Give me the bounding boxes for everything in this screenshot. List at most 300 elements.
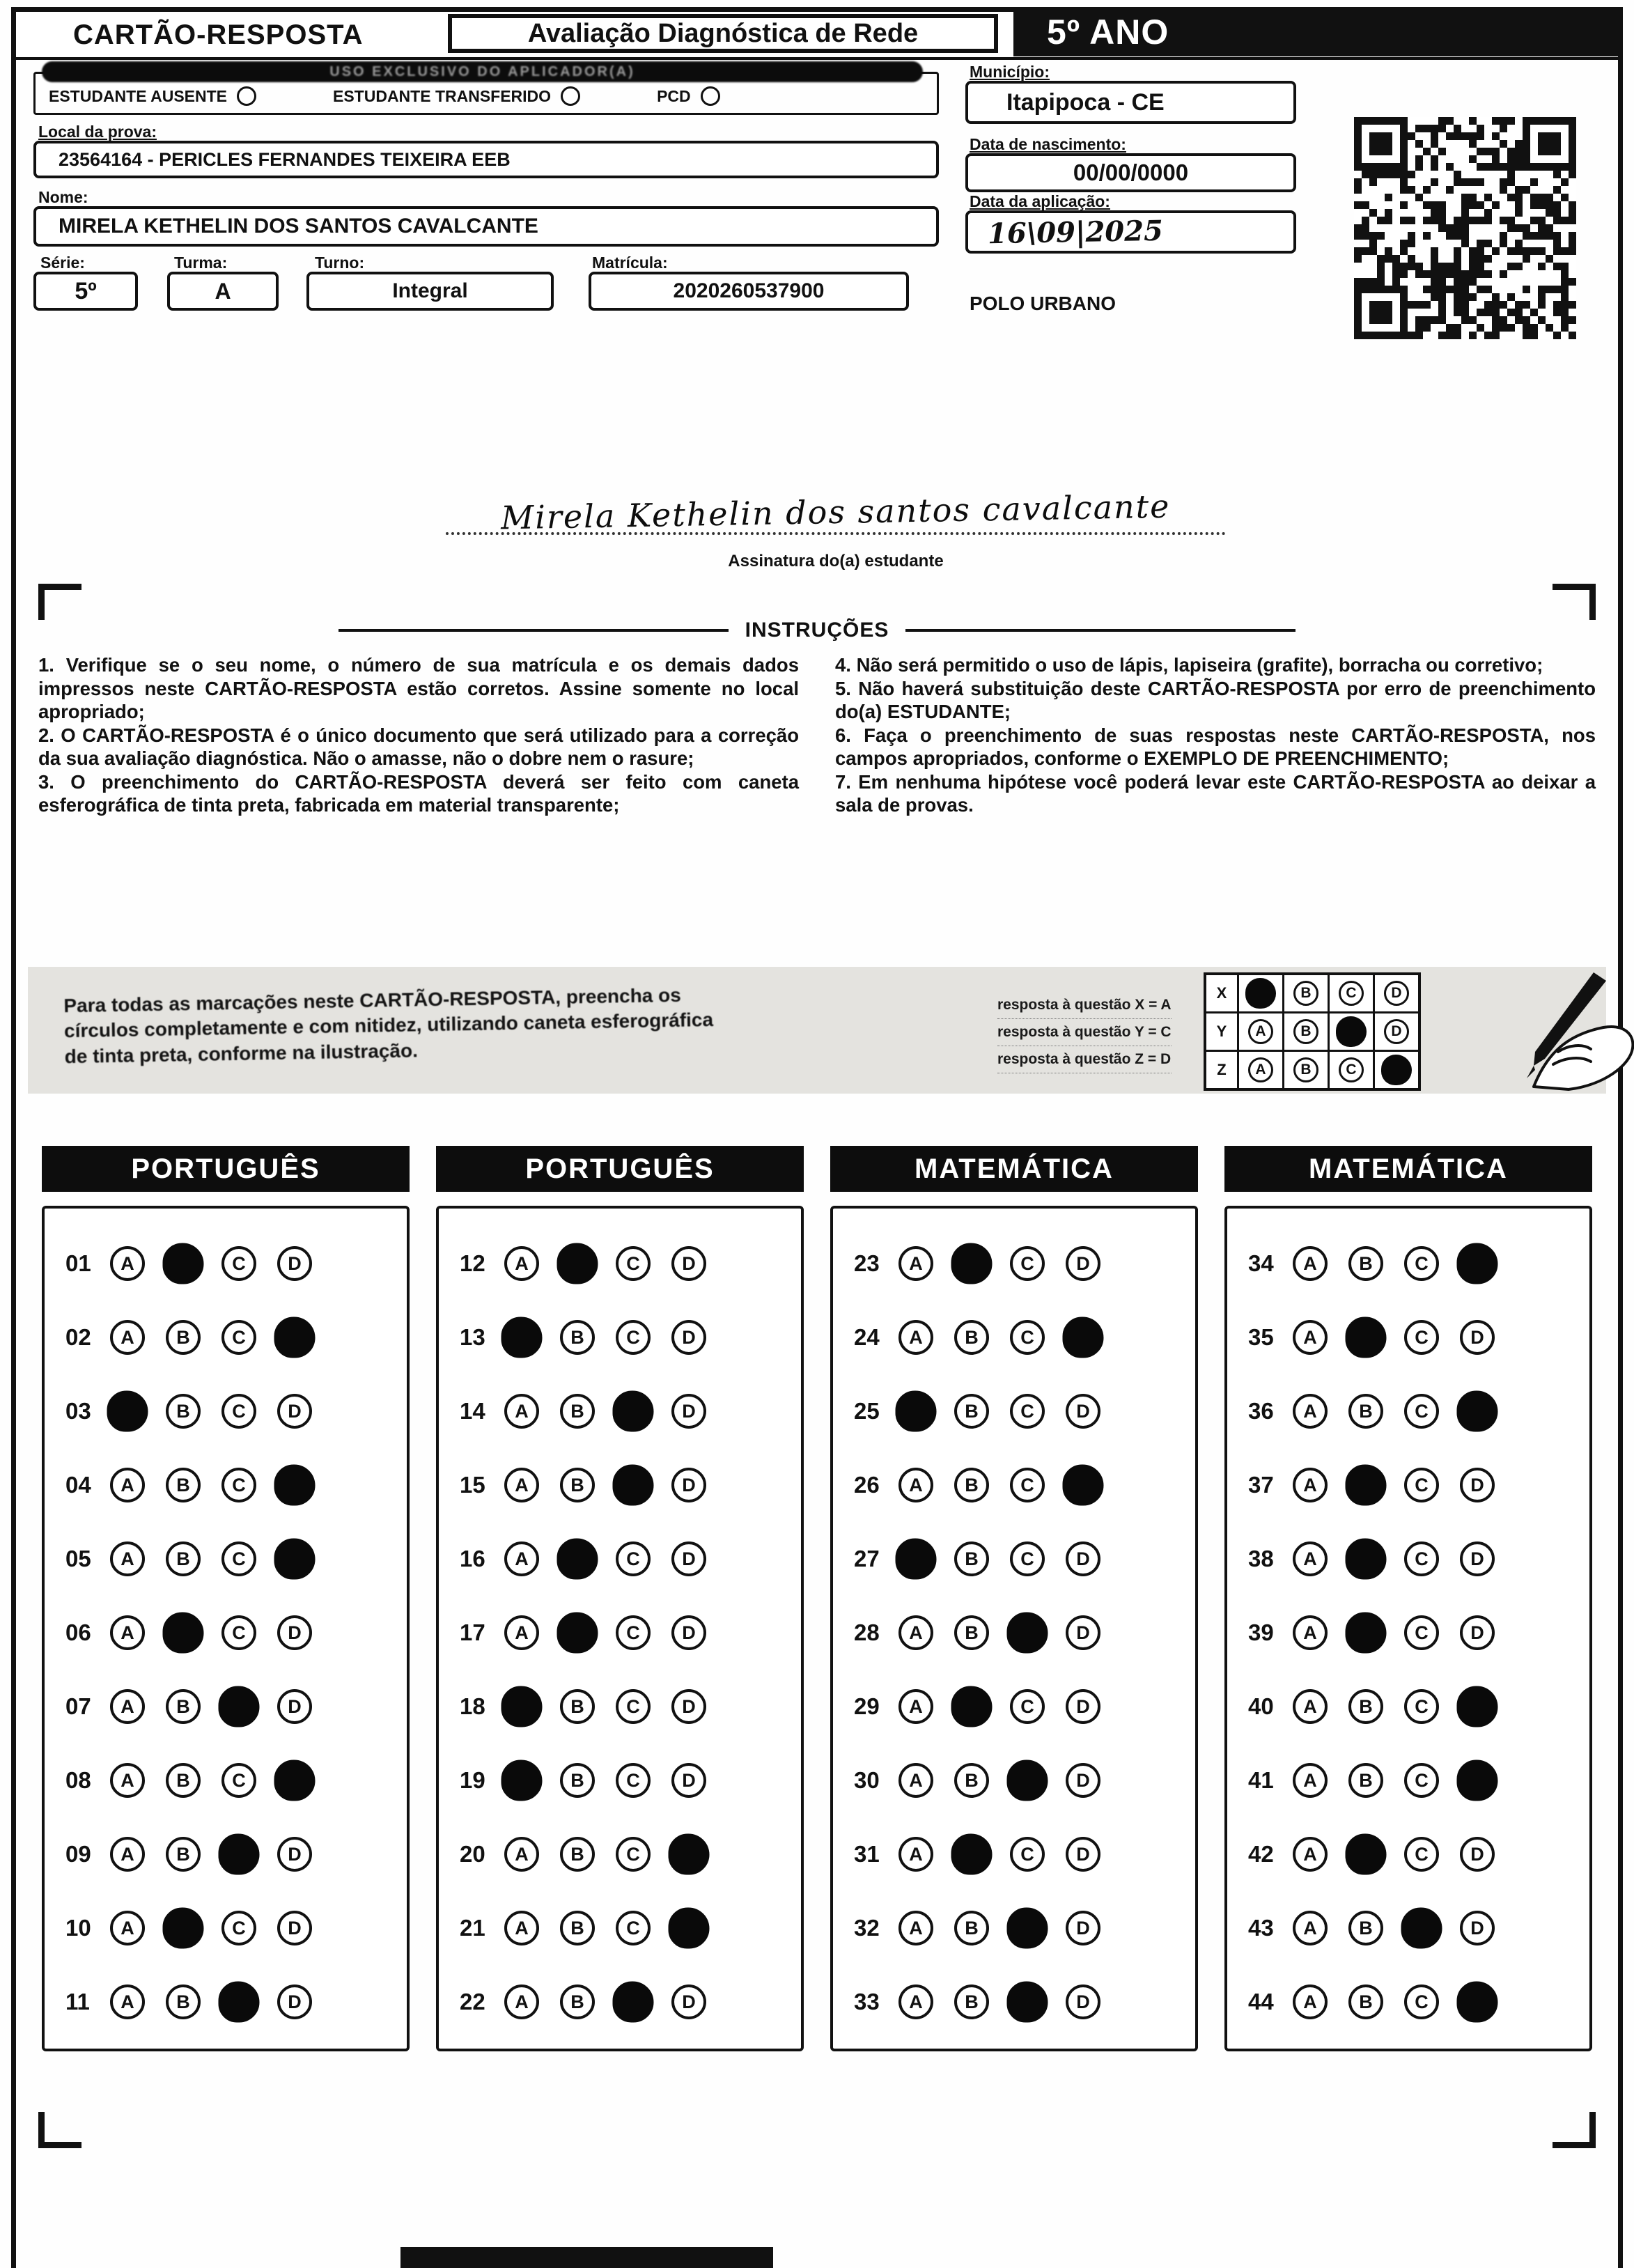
- bubble-26-C[interactable]: C: [1010, 1468, 1045, 1502]
- bubble-39-A[interactable]: A: [1293, 1615, 1328, 1650]
- bubble-07-C-filled[interactable]: [219, 1686, 260, 1727]
- bubble-group: [898, 1984, 1100, 2019]
- bubble-34-A[interactable]: A: [1293, 1246, 1328, 1281]
- registration-corner-bottom-right: [1553, 2112, 1596, 2148]
- question-number: 33: [854, 1989, 880, 2014]
- qr-code: [1354, 117, 1576, 339]
- bubble-19-D[interactable]: D: [671, 1763, 706, 1798]
- bubble-23-D[interactable]: D: [1066, 1246, 1100, 1281]
- section-title: MATEMÁTICA: [830, 1146, 1198, 1192]
- bubble-group: [898, 1246, 1100, 1281]
- bubble-43-A[interactable]: A: [1293, 1911, 1328, 1945]
- bubble-30-B[interactable]: B: [954, 1763, 989, 1798]
- bubble-25-D[interactable]: D: [1066, 1394, 1100, 1429]
- bubble-39-D[interactable]: D: [1460, 1615, 1495, 1650]
- bubble-06-A[interactable]: A: [110, 1615, 145, 1650]
- bubble-group: [504, 1394, 706, 1429]
- question-number: 16: [460, 1546, 485, 1571]
- assessment-title: Avaliação Diagnóstica de Rede: [527, 18, 919, 48]
- bubble-04-A[interactable]: A: [110, 1468, 145, 1502]
- status-option-1: [333, 86, 580, 106]
- bubble-18-B[interactable]: B: [560, 1689, 595, 1724]
- bubble-06-C[interactable]: C: [221, 1615, 256, 1650]
- question-number: 11: [65, 1989, 90, 2014]
- example-grid-row-X: [1206, 975, 1418, 1011]
- bubble-10-B-filled[interactable]: [163, 1908, 204, 1949]
- bubble-19-B[interactable]: B: [560, 1763, 595, 1798]
- bubble-08-B[interactable]: B: [166, 1763, 201, 1798]
- question-row-16: [460, 1522, 801, 1596]
- section-title: PORTUGUÊS: [42, 1146, 410, 1192]
- bubble-26-B[interactable]: B: [954, 1468, 989, 1502]
- bubble-30-C-filled[interactable]: [1007, 1760, 1048, 1801]
- bubble-13-C[interactable]: C: [616, 1320, 651, 1355]
- answer-section-3: [1224, 1146, 1592, 2051]
- bubble-05-A[interactable]: A: [110, 1541, 145, 1576]
- bubble-07-A[interactable]: A: [110, 1689, 145, 1724]
- example-bubble-B: B: [1293, 1057, 1318, 1082]
- aplicacao-handwritten-value: 16\09|2025: [987, 214, 1164, 250]
- question-row-23: [854, 1227, 1195, 1300]
- bubble-28-C-filled[interactable]: [1007, 1613, 1048, 1654]
- bubble-group: [898, 1911, 1100, 1945]
- turno-label: Turno:: [315, 254, 365, 272]
- bubble-07-D[interactable]: D: [277, 1689, 312, 1724]
- bubble-22-C-filled[interactable]: [613, 1982, 654, 2023]
- bubble-16-A[interactable]: A: [504, 1541, 539, 1576]
- bubble-04-D-filled[interactable]: [274, 1465, 316, 1506]
- bubble-29-A[interactable]: A: [898, 1689, 933, 1724]
- question-row-30: [854, 1743, 1195, 1817]
- bubble-group: [1293, 1468, 1495, 1502]
- answer-section-1: [436, 1146, 804, 2051]
- bubble-37-A[interactable]: A: [1293, 1468, 1328, 1502]
- question-number: 24: [854, 1324, 880, 1350]
- question-row-01: [65, 1227, 407, 1300]
- bubble-34-B[interactable]: B: [1348, 1246, 1383, 1281]
- bubble-18-A-filled[interactable]: [501, 1686, 543, 1727]
- bubble-09-B[interactable]: B: [166, 1837, 201, 1872]
- bubble-16-B-filled[interactable]: [557, 1539, 598, 1580]
- instruction-item: 1. Verifique se o seu nome, o número de sua matrícula e os demais dados impressos neste CARTÃO-RESPOSTA estão corretos. Assine somente no local apropriado;: [38, 654, 799, 723]
- question-row-41: [1248, 1743, 1589, 1817]
- bubble-32-A[interactable]: A: [898, 1911, 933, 1945]
- question-row-35: [1248, 1300, 1589, 1374]
- bubble-17-B-filled[interactable]: [557, 1613, 598, 1654]
- bubble-25-A-filled[interactable]: [896, 1391, 937, 1432]
- bubble-22-D[interactable]: D: [671, 1984, 706, 2019]
- bubble-31-C[interactable]: C: [1010, 1837, 1045, 1872]
- bubble-44-D-filled[interactable]: [1457, 1982, 1498, 2023]
- bubble-group: [110, 1837, 312, 1872]
- bubble-20-D-filled[interactable]: [669, 1834, 710, 1875]
- example-grid-row-Y: [1206, 1013, 1418, 1050]
- bubble-40-D-filled[interactable]: [1457, 1686, 1498, 1727]
- instructions-title: INSTRUÇÕES: [745, 619, 889, 642]
- bubble-40-B[interactable]: B: [1348, 1689, 1383, 1724]
- municipio-label: Município:: [970, 63, 1050, 81]
- bubble-02-D-filled[interactable]: [274, 1317, 316, 1358]
- bubble-27-D[interactable]: D: [1066, 1541, 1100, 1576]
- bubble-group: [898, 1320, 1100, 1355]
- bubble-21-C[interactable]: C: [616, 1911, 651, 1945]
- bubble-17-A[interactable]: A: [504, 1615, 539, 1650]
- bubble-30-A[interactable]: A: [898, 1763, 933, 1798]
- bubble-03-C[interactable]: C: [221, 1394, 256, 1429]
- bubble-34-C[interactable]: C: [1404, 1246, 1439, 1281]
- example-bubble-A-filled: [1245, 978, 1276, 1009]
- bubble-group: [1293, 1320, 1495, 1355]
- bubble-43-D[interactable]: D: [1460, 1911, 1495, 1945]
- bubble-24-C[interactable]: C: [1010, 1320, 1045, 1355]
- example-cell: [1375, 975, 1418, 1011]
- nascimento-label: Data de nascimento:: [970, 135, 1126, 153]
- example-grid-row-Z: [1206, 1052, 1418, 1088]
- bubble-34-D-filled[interactable]: [1457, 1243, 1498, 1284]
- bubble-06-B-filled[interactable]: [163, 1613, 204, 1654]
- bubble-11-B[interactable]: B: [166, 1984, 201, 2019]
- bubble-39-C[interactable]: C: [1404, 1615, 1439, 1650]
- bubble-16-C[interactable]: C: [616, 1541, 651, 1576]
- bubble-14-C-filled[interactable]: [613, 1391, 654, 1432]
- bubble-38-C[interactable]: C: [1404, 1541, 1439, 1576]
- example-bubble-B: B: [1293, 1019, 1318, 1044]
- bubble-21-D-filled[interactable]: [669, 1908, 710, 1949]
- bubble-15-C-filled[interactable]: [613, 1465, 654, 1506]
- bubble-20-C[interactable]: C: [616, 1837, 651, 1872]
- example-cell: [1239, 1013, 1282, 1050]
- example-bubble-D: D: [1384, 981, 1409, 1006]
- bubble-18-D[interactable]: D: [671, 1689, 706, 1724]
- bubble-12-A[interactable]: A: [504, 1246, 539, 1281]
- bubble-25-B[interactable]: B: [954, 1394, 989, 1429]
- bubble-29-D[interactable]: D: [1066, 1689, 1100, 1724]
- bubble-group: [898, 1541, 1100, 1576]
- question-number: 40: [1248, 1693, 1274, 1719]
- bubble-17-C[interactable]: C: [616, 1615, 651, 1650]
- bubble-02-C[interactable]: C: [221, 1320, 256, 1355]
- bubble-31-D[interactable]: D: [1066, 1837, 1100, 1872]
- bubble-05-B[interactable]: B: [166, 1541, 201, 1576]
- status-option-bubble[interactable]: [237, 86, 256, 106]
- example-cell: [1330, 1013, 1373, 1050]
- bubble-03-B[interactable]: B: [166, 1394, 201, 1429]
- bubble-21-B[interactable]: B: [560, 1911, 595, 1945]
- example-grid: [1204, 972, 1421, 1091]
- turma-field: [167, 272, 279, 311]
- bubble-38-A[interactable]: A: [1293, 1541, 1328, 1576]
- bubble-29-C[interactable]: C: [1010, 1689, 1045, 1724]
- question-row-44: [1248, 1965, 1589, 2039]
- nascimento-value: 00/00/0000: [1073, 160, 1189, 185]
- example-bubble-C-filled: [1336, 1016, 1367, 1047]
- question-number: 28: [854, 1620, 880, 1645]
- bubble-24-D-filled[interactable]: [1063, 1317, 1104, 1358]
- bubble-22-A[interactable]: A: [504, 1984, 539, 2019]
- question-row-06: [65, 1596, 407, 1670]
- instruction-item: 2. O CARTÃO-RESPOSTA é o único documento que será utilizado para a correção da sua avaliação diagnóstica. Não o amasse, não o dobre nem o rasure;: [38, 724, 799, 770]
- bubble-23-B-filled[interactable]: [951, 1243, 993, 1284]
- bubble-26-A[interactable]: A: [898, 1468, 933, 1502]
- signature-label: Assinatura do(a) estudante: [728, 552, 944, 570]
- bubble-23-C[interactable]: C: [1010, 1246, 1045, 1281]
- status-option-bubble[interactable]: [701, 86, 720, 106]
- bubble-10-D[interactable]: D: [277, 1911, 312, 1945]
- bubble-15-D[interactable]: D: [671, 1468, 706, 1502]
- example-cell: [1239, 1052, 1282, 1088]
- bubble-20-B[interactable]: B: [560, 1837, 595, 1872]
- bubble-01-C[interactable]: C: [221, 1246, 256, 1281]
- bubble-44-A[interactable]: A: [1293, 1984, 1328, 2019]
- bubble-group: [898, 1394, 1100, 1429]
- bubble-42-B-filled[interactable]: [1346, 1834, 1387, 1875]
- bubble-03-A-filled[interactable]: [107, 1391, 148, 1432]
- bubble-21-A[interactable]: A: [504, 1911, 539, 1945]
- example-cell: [1284, 1052, 1328, 1088]
- question-row-29: [854, 1670, 1195, 1743]
- bubble-32-C-filled[interactable]: [1007, 1908, 1048, 1949]
- bubble-12-C[interactable]: C: [616, 1246, 651, 1281]
- bubble-14-A[interactable]: A: [504, 1394, 539, 1429]
- bubble-42-D[interactable]: D: [1460, 1837, 1495, 1872]
- example-labels: [997, 992, 1172, 1073]
- answer-box: [42, 1206, 410, 2051]
- bubble-03-D[interactable]: D: [277, 1394, 312, 1429]
- bubble-35-D[interactable]: D: [1460, 1320, 1495, 1355]
- bubble-18-C[interactable]: C: [616, 1689, 651, 1724]
- bubble-16-D[interactable]: D: [671, 1541, 706, 1576]
- registration-corner-bottom-left: [38, 2112, 81, 2148]
- bubble-35-B-filled[interactable]: [1346, 1317, 1387, 1358]
- matricula-label: Matrícula:: [592, 254, 668, 272]
- question-number: 20: [460, 1841, 485, 1867]
- bubble-10-A[interactable]: A: [110, 1911, 145, 1945]
- signature-line[interactable]: [446, 487, 1226, 537]
- bubble-14-D[interactable]: D: [671, 1394, 706, 1429]
- bubble-group: [504, 1763, 706, 1798]
- bubble-26-D-filled[interactable]: [1063, 1465, 1104, 1506]
- bubble-19-C[interactable]: C: [616, 1763, 651, 1798]
- bubble-01-A[interactable]: A: [110, 1246, 145, 1281]
- bubble-05-D-filled[interactable]: [274, 1539, 316, 1580]
- bubble-38-B-filled[interactable]: [1346, 1539, 1387, 1580]
- question-number: 44: [1248, 1989, 1274, 2014]
- section-title: MATEMÁTICA: [1224, 1146, 1592, 1192]
- bubble-41-D-filled[interactable]: [1457, 1760, 1498, 1801]
- serie-value: 5º: [75, 277, 97, 304]
- bubble-22-B[interactable]: B: [560, 1984, 595, 2019]
- bubble-05-C[interactable]: C: [221, 1541, 256, 1576]
- example-bubble-C: C: [1339, 1057, 1364, 1082]
- bubble-37-C[interactable]: C: [1404, 1468, 1439, 1502]
- bubble-12-D[interactable]: D: [671, 1246, 706, 1281]
- bubble-42-A[interactable]: A: [1293, 1837, 1328, 1872]
- question-row-10: [65, 1891, 407, 1965]
- bubble-33-D[interactable]: D: [1066, 1984, 1100, 2019]
- municipio-value: Itapipoca - CE: [1006, 88, 1165, 116]
- bubble-07-B[interactable]: B: [166, 1689, 201, 1724]
- bubble-39-B-filled[interactable]: [1346, 1613, 1387, 1654]
- bubble-43-B[interactable]: B: [1348, 1911, 1383, 1945]
- question-number: 10: [65, 1915, 91, 1941]
- bubble-33-B[interactable]: B: [954, 1984, 989, 2019]
- bubble-19-A-filled[interactable]: [501, 1760, 543, 1801]
- registration-corner-top-left: [38, 584, 81, 620]
- bubble-09-D[interactable]: D: [277, 1837, 312, 1872]
- bubble-29-B-filled[interactable]: [951, 1686, 993, 1727]
- example-row-label: X: [1206, 975, 1237, 1011]
- bubble-44-C[interactable]: C: [1404, 1984, 1439, 2019]
- bubble-36-A[interactable]: A: [1293, 1394, 1328, 1429]
- question-number: 18: [460, 1693, 485, 1719]
- bubble-02-B[interactable]: B: [166, 1320, 201, 1355]
- example-row-label: Z: [1206, 1052, 1237, 1088]
- bubble-41-A[interactable]: A: [1293, 1763, 1328, 1798]
- bubble-33-A[interactable]: A: [898, 1984, 933, 2019]
- question-row-17: [460, 1596, 801, 1670]
- bubble-11-A[interactable]: A: [110, 1984, 145, 2019]
- bubble-01-D[interactable]: D: [277, 1246, 312, 1281]
- question-number: 36: [1248, 1398, 1274, 1424]
- bubble-group: [504, 1541, 706, 1576]
- bubble-33-C-filled[interactable]: [1007, 1982, 1048, 2023]
- bubble-32-D[interactable]: D: [1066, 1911, 1100, 1945]
- grade-banner: 5º ANO: [1013, 7, 1618, 56]
- local-label: Local da prova:: [38, 123, 157, 141]
- bubble-04-B[interactable]: B: [166, 1468, 201, 1502]
- bubble-group: [110, 1394, 312, 1429]
- bubble-11-D[interactable]: D: [277, 1984, 312, 2019]
- bubble-32-B[interactable]: B: [954, 1911, 989, 1945]
- question-row-33: [854, 1965, 1195, 2039]
- bubble-13-A-filled[interactable]: [501, 1317, 543, 1358]
- bubble-group: [504, 1468, 706, 1502]
- bubble-group: [110, 1763, 312, 1798]
- bubble-31-B-filled[interactable]: [951, 1834, 993, 1875]
- bubble-40-A[interactable]: A: [1293, 1689, 1328, 1724]
- example-cell: [1239, 975, 1282, 1011]
- bubble-25-C[interactable]: C: [1010, 1394, 1045, 1429]
- bubble-10-C[interactable]: C: [221, 1911, 256, 1945]
- bubble-group: [1293, 1837, 1495, 1872]
- bubble-37-B-filled[interactable]: [1346, 1465, 1387, 1506]
- question-number: 05: [65, 1546, 91, 1571]
- question-number: 23: [854, 1250, 880, 1276]
- question-row-27: [854, 1522, 1195, 1596]
- bubble-27-C[interactable]: C: [1010, 1541, 1045, 1576]
- question-row-40: [1248, 1670, 1589, 1743]
- bubble-35-A[interactable]: A: [1293, 1320, 1328, 1355]
- serie-label: Série:: [40, 254, 85, 272]
- bubble-group: [898, 1615, 1100, 1650]
- bubble-43-C-filled[interactable]: [1401, 1908, 1442, 1949]
- bubble-13-D[interactable]: D: [671, 1320, 706, 1355]
- bubble-01-B-filled[interactable]: [163, 1243, 204, 1284]
- bubble-08-A[interactable]: A: [110, 1763, 145, 1798]
- fill-note-text: Para todas as marcações neste CARTÃO-RESPOSTA, preencha os círculos completamente e com nitidez, utilizando caneta esferográfica de tinta preta, conforme na ilustração.: [63, 984, 714, 1067]
- bubble-36-B[interactable]: B: [1348, 1394, 1383, 1429]
- bubble-27-A-filled[interactable]: [896, 1539, 937, 1580]
- bubble-24-B[interactable]: B: [954, 1320, 989, 1355]
- bubble-30-D[interactable]: D: [1066, 1763, 1100, 1798]
- bubble-31-A[interactable]: A: [898, 1837, 933, 1872]
- bubble-14-B[interactable]: B: [560, 1394, 595, 1429]
- bubble-09-C-filled[interactable]: [219, 1834, 260, 1875]
- instruction-item: 5. Não haverá substituição deste CARTÃO-RESPOSTA por erro de preenchimento do(a) ESTUDANTE;: [835, 677, 1596, 723]
- assessment-title-box: [448, 14, 998, 53]
- section-title: PORTUGUÊS: [436, 1146, 804, 1192]
- question-row-09: [65, 1817, 407, 1891]
- header: [16, 12, 1618, 56]
- instruction-item: 6. Faça o preenchimento de suas respostas neste CARTÃO-RESPOSTA, nos campos apropriados, conforme o EXEMPLO DE PREENCHIMENTO;: [835, 724, 1596, 770]
- bubble-11-C-filled[interactable]: [219, 1982, 260, 2023]
- bubble-06-D[interactable]: D: [277, 1615, 312, 1650]
- registration-corner-top-right: [1553, 584, 1596, 620]
- question-number: 02: [65, 1324, 91, 1350]
- question-row-32: [854, 1891, 1195, 1965]
- bubble-41-B[interactable]: B: [1348, 1763, 1383, 1798]
- turno-value: Integral: [392, 279, 468, 302]
- question-row-08: [65, 1743, 407, 1817]
- turma-label: Turma:: [174, 254, 228, 272]
- question-row-39: [1248, 1596, 1589, 1670]
- question-row-43: [1248, 1891, 1589, 1965]
- bubble-28-D[interactable]: D: [1066, 1615, 1100, 1650]
- question-row-11: [65, 1965, 407, 2039]
- question-number: 26: [854, 1472, 880, 1498]
- example-cell: [1284, 1013, 1328, 1050]
- bubble-40-C[interactable]: C: [1404, 1689, 1439, 1724]
- bubble-02-A[interactable]: A: [110, 1320, 145, 1355]
- bubble-08-C[interactable]: C: [221, 1763, 256, 1798]
- nascimento-field: [965, 153, 1296, 192]
- bubble-36-C[interactable]: C: [1404, 1394, 1439, 1429]
- turno-field: [306, 272, 554, 311]
- bubble-15-B[interactable]: B: [560, 1468, 595, 1502]
- bubble-35-C[interactable]: C: [1404, 1320, 1439, 1355]
- matricula-value: 2020260537900: [673, 279, 825, 302]
- bubble-23-A[interactable]: A: [898, 1246, 933, 1281]
- bubble-44-B[interactable]: B: [1348, 1984, 1383, 2019]
- bubble-12-B-filled[interactable]: [557, 1243, 598, 1284]
- sheet-title: CARTÃO-RESPOSTA: [73, 20, 364, 50]
- question-row-13: [460, 1300, 801, 1374]
- bubble-13-B[interactable]: B: [560, 1320, 595, 1355]
- bubble-36-D-filled[interactable]: [1457, 1391, 1498, 1432]
- bubble-20-A[interactable]: A: [504, 1837, 539, 1872]
- bubble-42-C[interactable]: C: [1404, 1837, 1439, 1872]
- question-row-42: [1248, 1817, 1589, 1891]
- bubble-27-B[interactable]: B: [954, 1541, 989, 1576]
- bubble-28-A[interactable]: A: [898, 1615, 933, 1650]
- bubble-09-A[interactable]: A: [110, 1837, 145, 1872]
- bubble-28-B[interactable]: B: [954, 1615, 989, 1650]
- bubble-04-C[interactable]: C: [221, 1468, 256, 1502]
- bubble-17-D[interactable]: D: [671, 1615, 706, 1650]
- bubble-37-D[interactable]: D: [1460, 1468, 1495, 1502]
- bubble-08-D-filled[interactable]: [274, 1760, 316, 1801]
- bubble-24-A[interactable]: A: [898, 1320, 933, 1355]
- turma-value: A: [215, 278, 231, 304]
- status-option-bubble[interactable]: [561, 86, 580, 106]
- bubble-41-C[interactable]: C: [1404, 1763, 1439, 1798]
- bubble-group: [1293, 1615, 1495, 1650]
- answer-sections: [42, 1146, 1592, 2051]
- bubble-38-D[interactable]: D: [1460, 1541, 1495, 1576]
- bubble-group: [1293, 1541, 1495, 1576]
- bubble-15-A[interactable]: A: [504, 1468, 539, 1502]
- polo-label: POLO URBANO: [970, 293, 1116, 314]
